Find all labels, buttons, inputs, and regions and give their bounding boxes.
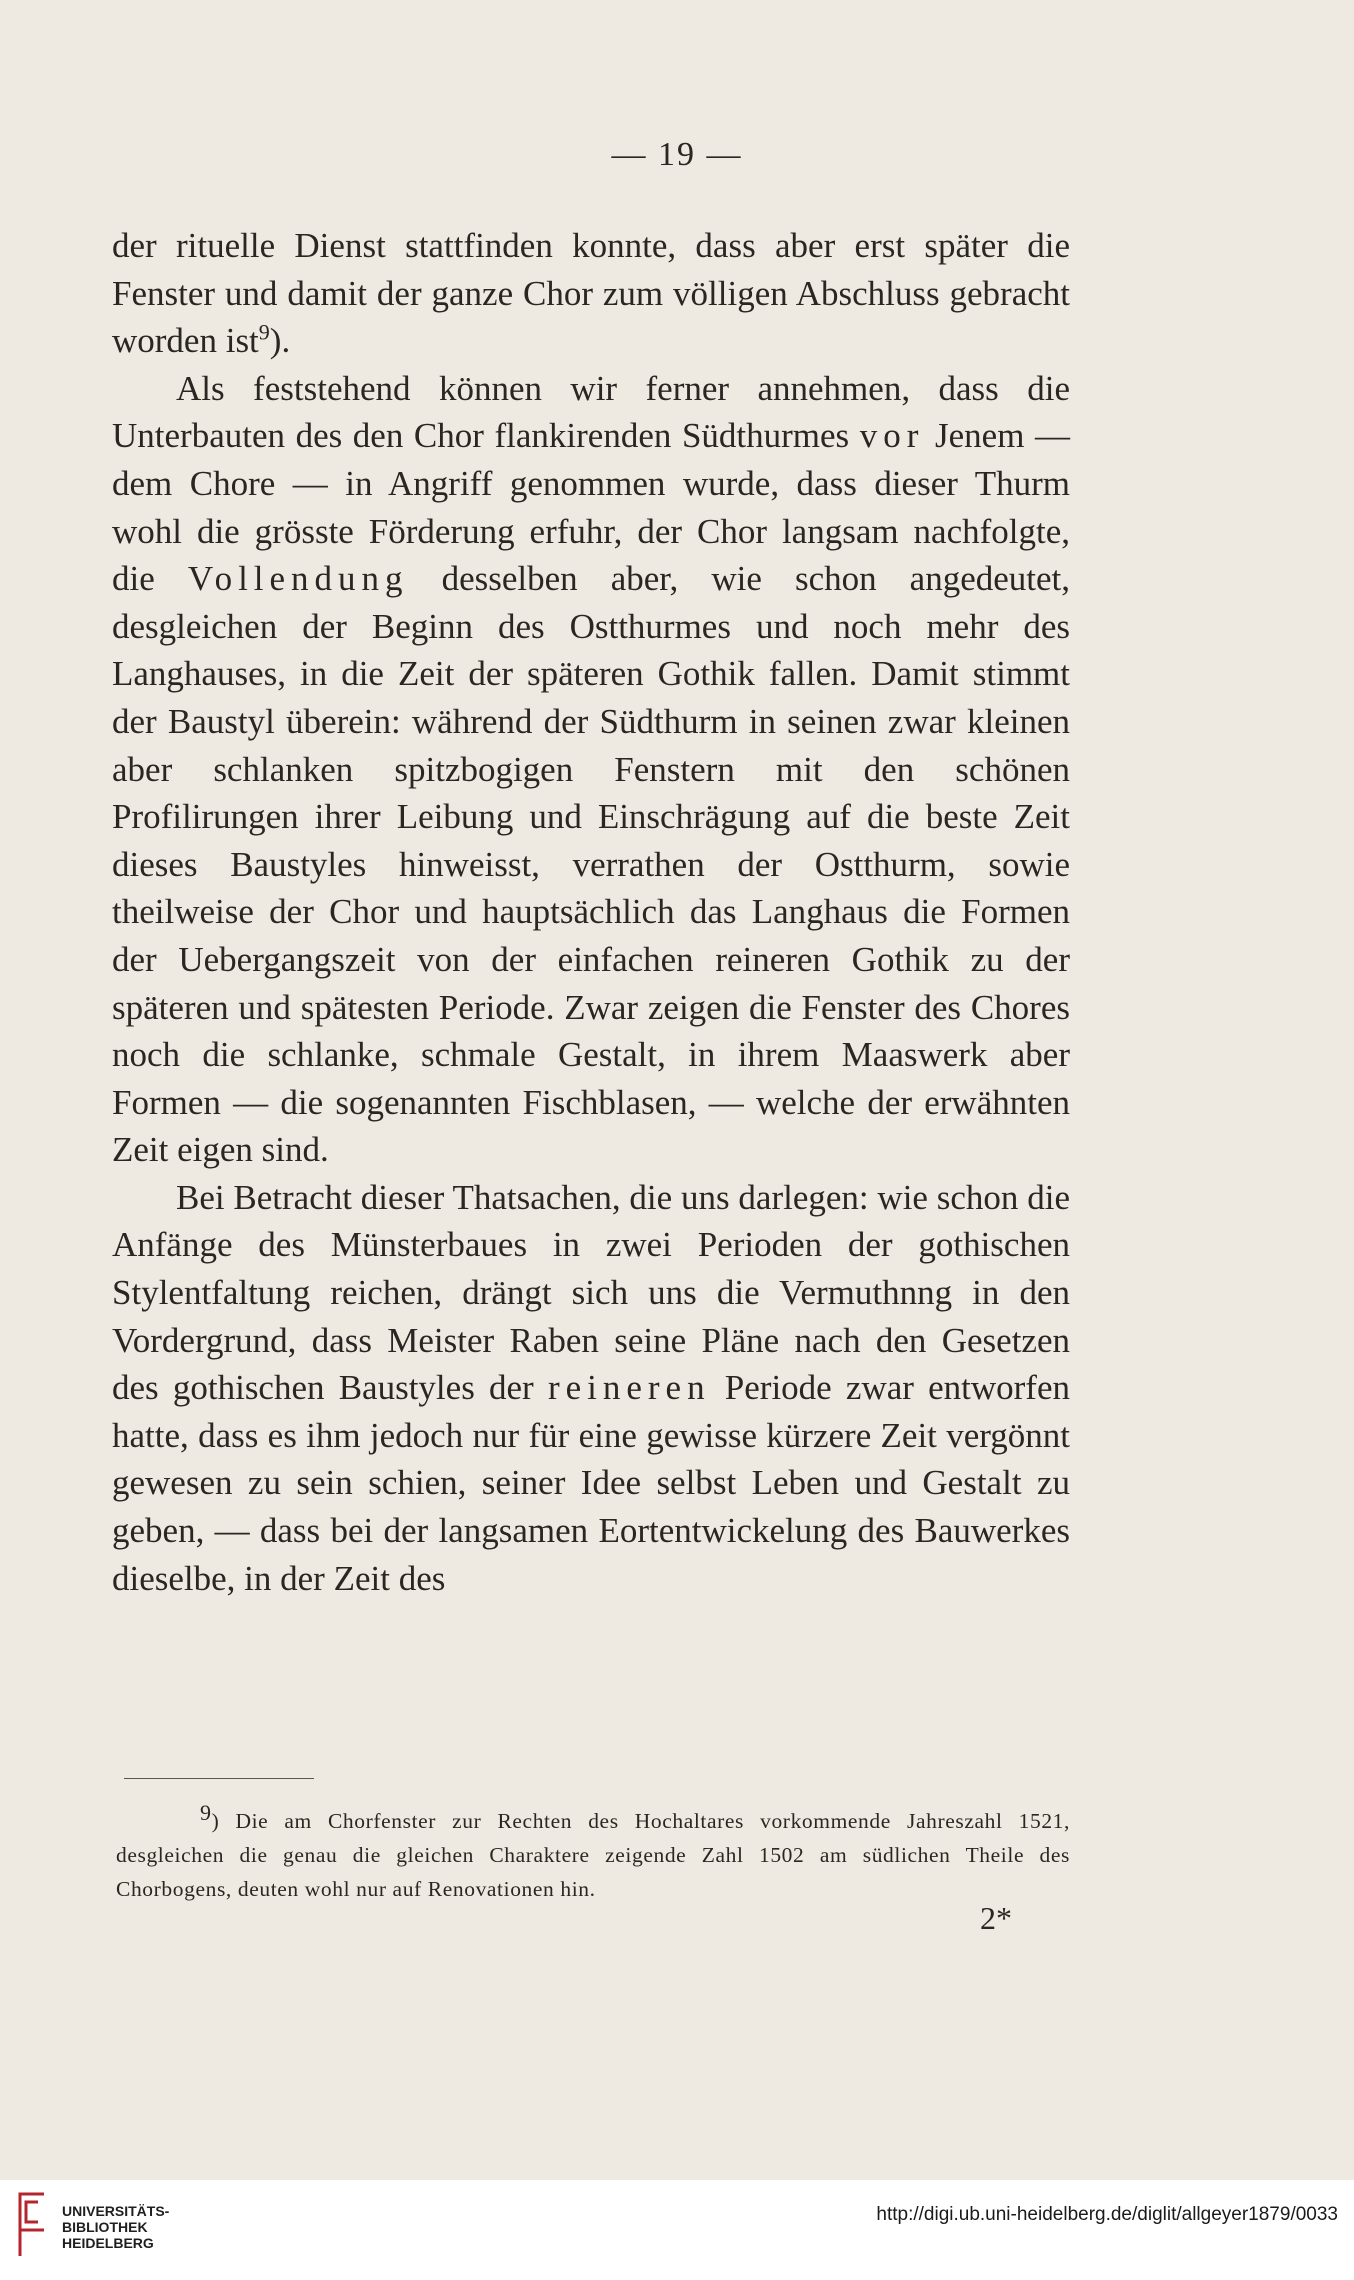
- footnote-divider: [124, 1778, 314, 1779]
- footnote: [116, 1799, 1070, 1906]
- spaced-emphasis: vor: [859, 416, 925, 456]
- footnote-body: ) Die am Chorfenster zur Rechten des Hochaltares vorkommende Jahreszahl 1521, desgleichen die genau die gleichen Charaktere zeigende Zahl 1502 am südlichen Theile des Chorbogens, deuten wohl nur auf Renovationen hin.: [116, 1809, 1070, 1901]
- library-name: [62, 2203, 169, 2251]
- library-line-3: HEIDELBERG: [62, 2235, 154, 2251]
- text-segment: Bei Betracht dieser Thatsachen, die uns darlegen: wie schon die Anfänge des Münsterbaues in zwei Perioden der gothischen Stylentfaltung reichen, drängt sich uns die Vermuthnng in den Vordergrund, dass Meister Raben seine Pläne nach den Gesetzen des gothischen Baustyles der: [112, 1177, 1070, 1408]
- text-segment: Jenem — dem Chore — in Angriff genommen wurde, dass dieser Thurm wohl die grösste Förderung erfuhr, der Chor langsam nachfolgte, die: [112, 416, 1070, 599]
- text-segment: Periode zwar entworfen hatte, dass es ihm jedoch nur für eine gewisse kürzere Zeit vergönnt gewesen zu sein schien, seiner Idee selbst Leben und Gestalt zu geben, — dass bei der langsamen Eortentwickelung des Bauwerkes dieselbe, in der Zeit des: [112, 1368, 1071, 1598]
- spaced-emphasis: reineren: [547, 1368, 711, 1408]
- library-line-2: BIBLIOTHEK: [62, 2219, 148, 2235]
- signature-mark: 2*: [980, 1900, 1012, 1936]
- library-logo-icon: [14, 2190, 48, 2260]
- paragraph: [112, 365, 1070, 1174]
- text-segment: ).: [269, 321, 291, 361]
- footnote-reference: 9: [258, 319, 270, 345]
- text-segment: der rituelle Dienst stattfinden konnte, dass aber erst später die Fenster und damit der ganze Chor zum völligen Abschluss gebracht worden ist: [112, 226, 1070, 361]
- source-url: http://digi.ub.uni-heidelberg.de/diglit/allgeyer1879/0033: [876, 2204, 1338, 2225]
- page-number: — 19 —: [611, 136, 743, 173]
- paragraph: [112, 222, 1070, 365]
- text-segment: desselben aber, wie schon angedeutet, desgleichen der Beginn des Ostthurmes und noch mehr des Langhauses, in die Zeit der späteren Gothik fallen. Damit stimmt der Baustyl überein: während der Südthurm in seinen zwar kleinen aber schlanken spitzbogigen Fenstern mit den schönen Profilirungen ihrer Leibung und Einschrägung auf die beste Zeit dieses Baustyles hinweisst, verrathen der Ostthurm, sowie theilweise der Chor und hauptsächlich das Langhaus die Formen der Uebergangszeit von der einfachen reineren Gothik zu der späteren und spätesten Periode. Zwar zeigen die Fenster des Chores noch die schlanke, schmale Gestalt, in ihrem Maaswerk aber Formen — die sogenannten Fischblasen, — welche der erwähnten Zeit eigen sind.: [112, 559, 1070, 1170]
- footnote-text: [116, 1799, 1070, 1906]
- paragraph: [112, 1174, 1070, 1602]
- body-text: [112, 222, 1070, 1602]
- library-line-1: UNIVERSITÄTS-: [62, 2203, 170, 2219]
- spaced-emphasis: Vollendung: [187, 559, 409, 599]
- text-segment: Als feststehend können wir ferner annehmen, dass die Unterbauten des den Chor flankirenden Südthurmes: [112, 368, 1070, 456]
- footnote-marker: 9: [200, 1799, 212, 1825]
